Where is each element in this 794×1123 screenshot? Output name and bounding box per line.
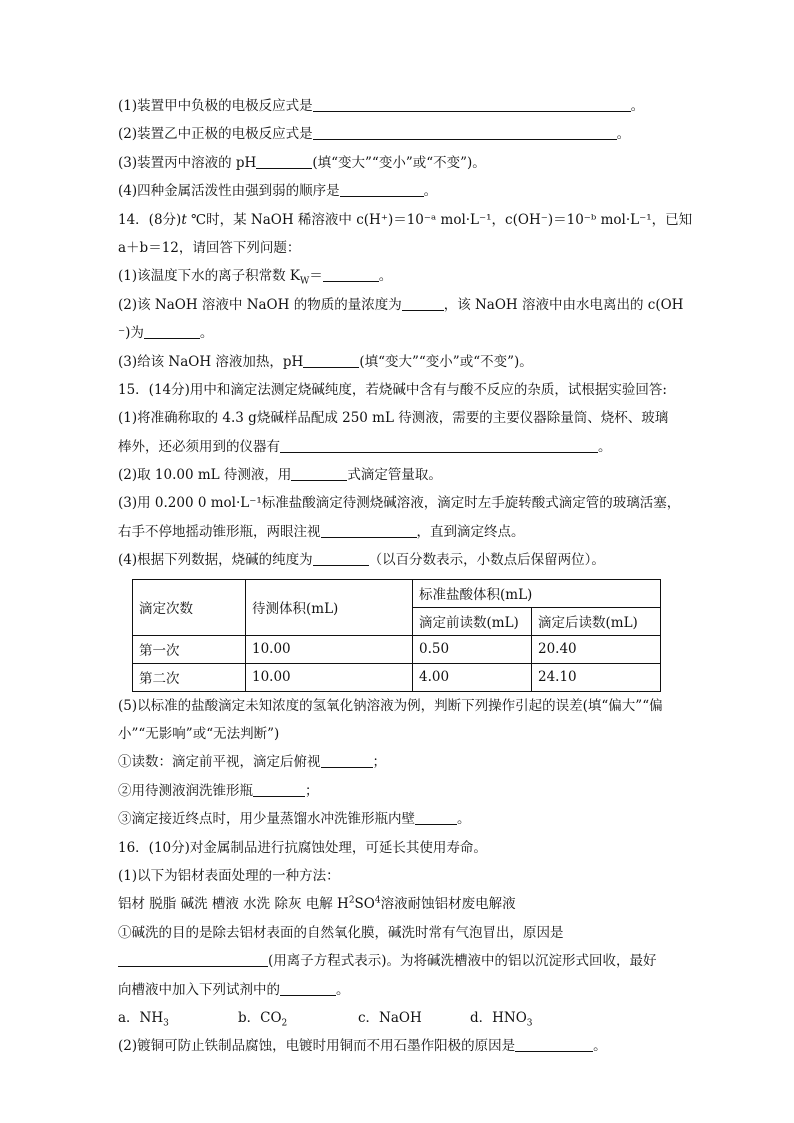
answer-blank[interactable] <box>321 521 417 538</box>
q15-item2: ②用待测液润洗锥形瓶 ； <box>118 777 678 805</box>
q15-part3: (3)用 0.200 0 mol·L⁻¹标准盐酸滴定待测烧碱溶液，滴定时左手旋转酸式滴定管的玻璃活塞， <box>118 495 681 512</box>
q15-part1: (1)将准确称取的 4.3 g烧碱样品配成 250 mL 待测液，需要的主要仪器除量筒、烧杯、玻璃 <box>118 410 669 427</box>
answer-blank[interactable] <box>256 152 312 169</box>
answer-blank[interactable] <box>280 436 598 453</box>
answer-blank[interactable] <box>340 180 424 197</box>
table-header-count: 滴定次数 <box>133 579 246 635</box>
q16-process-flow: 铝材 脱脂 碱洗 槽液 水洗 除灰 电解 $H^2SO^4$溶液耐蚀铝材废电解液 <box>118 895 516 913</box>
q14-part2: (2)该 NaOH 溶液中 NaOH 的物质的量浓度为 ，该 NaOH 溶液中由水电离出的 c(OH <box>118 291 678 319</box>
answer-blank[interactable] <box>118 950 268 967</box>
q15-part1-cont: 棒外，还必须用到的仪器有 。 <box>118 433 678 461</box>
q16-part1: (1)以下为铝材表面处理的一种方法： <box>118 867 340 884</box>
q13-part1: (1)装置甲中负极的电极反应式是 。 <box>118 92 678 120</box>
q15-part4: (4)根据下列数据，烧碱的纯度为 （以百分数表示，小数点后保留两位）。 <box>118 546 678 574</box>
answer-blank[interactable] <box>144 322 200 339</box>
q15-part5-cont: 小”“无影响”或“无法判断”) <box>118 726 280 743</box>
q14-heading-cont: a＋b＝12，请回答下列问题： <box>118 239 301 256</box>
q16-item1: ①碱洗的目的是除去铝材表面的自然氧化膜，碱洗时常有气泡冒出，原因是 <box>118 924 564 941</box>
q14-part3: (3)给该 NaOH 溶液加热，pH (填“变大”“变小”或“不变”)。 <box>118 348 678 376</box>
answer-blank[interactable] <box>515 1035 593 1052</box>
q15-item1: ①读数：滴定前平视，滴定后俯视 ； <box>118 748 678 776</box>
answer-blank[interactable] <box>280 979 336 996</box>
answer-blank[interactable] <box>313 95 631 112</box>
q15-heading: 15．(14分)用中和滴定法测定烧碱纯度，若烧碱中含有与酸不反应的杂质，试根据实验回答: <box>118 381 667 398</box>
q14-heading: 14．(8分)t ℃时，某 NaOH 稀溶液中 c(H⁺)＝10⁻ᵃ mol·L⁻¹，c(OH⁻)＝10⁻ᵇ mol·L⁻¹，已知 <box>118 211 693 228</box>
q16-item1-cont2: 向槽液中加入下列试剂中的 。 <box>118 976 678 1004</box>
q13-part4: (4)四种金属活泼性由强到弱的顺序是 。 <box>118 177 678 205</box>
q16-part2: (2)镀铜可防止铁制品腐蚀，电镀时用铜而不用石墨作阳极的原因是 。 <box>118 1032 678 1060</box>
answer-blank[interactable] <box>321 751 373 768</box>
q15-item3: ③滴定接近终点时，用少量蒸馏水冲洗锥形瓶内壁 。 <box>118 805 678 833</box>
answer-blank[interactable] <box>313 549 369 566</box>
q16-options <box>118 1004 678 1032</box>
table-header-hcl-volume: 标准盐酸体积(mL) <box>413 579 661 607</box>
q14-part1: (1)该温度下水的离子积常数 $K_W=$ 。 <box>118 262 678 290</box>
answer-blank[interactable] <box>402 294 444 311</box>
answer-blank[interactable] <box>253 780 305 797</box>
q15-part3-cont: 右手不停地摇动锥形瓶，两眼注视 ，直到滴定终点。 <box>118 518 678 546</box>
table-header-before: 滴定前读数(mL) <box>413 607 532 635</box>
answer-blank[interactable] <box>415 808 457 825</box>
q16-heading: 16．(10分)对金属制品进行抗腐蚀处理，可延长其使用寿命。 <box>118 839 487 856</box>
q15-part2: (2)取 10.00 mL 待测液，用 式滴定管量取。 <box>118 461 678 489</box>
q16-item1-cont: (用离子方程式表示)。为将碱洗槽液中的铝以沉淀形式回收，最好 <box>118 947 678 975</box>
exam-page <box>118 92 693 1061</box>
table-header-volume: 待测体积(mL) <box>246 579 413 635</box>
option-c[interactable]: c．NaOH <box>358 1009 422 1026</box>
option-a[interactable]: a．$NH_3$ <box>118 1009 169 1029</box>
q15-part5: (5)以标准的盐酸滴定未知浓度的氢氧化钠溶液为例，判断下列操作引起的误差(填“偏大”“偏 <box>118 697 663 714</box>
option-b[interactable]: b．$CO_2$ <box>238 1009 288 1029</box>
table-row: 第一次 10.00 0.50 20.40 <box>133 635 661 663</box>
q14-part2-cont: ⁻)为 。 <box>118 319 678 347</box>
option-d[interactable]: d．$HNO_3$ <box>470 1009 533 1029</box>
answer-blank[interactable] <box>303 351 359 368</box>
answer-blank[interactable] <box>323 265 379 282</box>
table-header-after: 滴定后读数(mL) <box>532 607 661 635</box>
q13-part2: (2)装置乙中正极的电极反应式是 。 <box>118 120 678 148</box>
answer-blank[interactable] <box>313 123 617 140</box>
q13-part3: (3)装置丙中溶液的 pH (填“变大”“变小”或“不变”)。 <box>118 149 678 177</box>
titration-table <box>132 579 661 692</box>
table-row: 第二次 10.00 4.00 24.10 <box>133 663 661 691</box>
answer-blank[interactable] <box>291 464 347 481</box>
